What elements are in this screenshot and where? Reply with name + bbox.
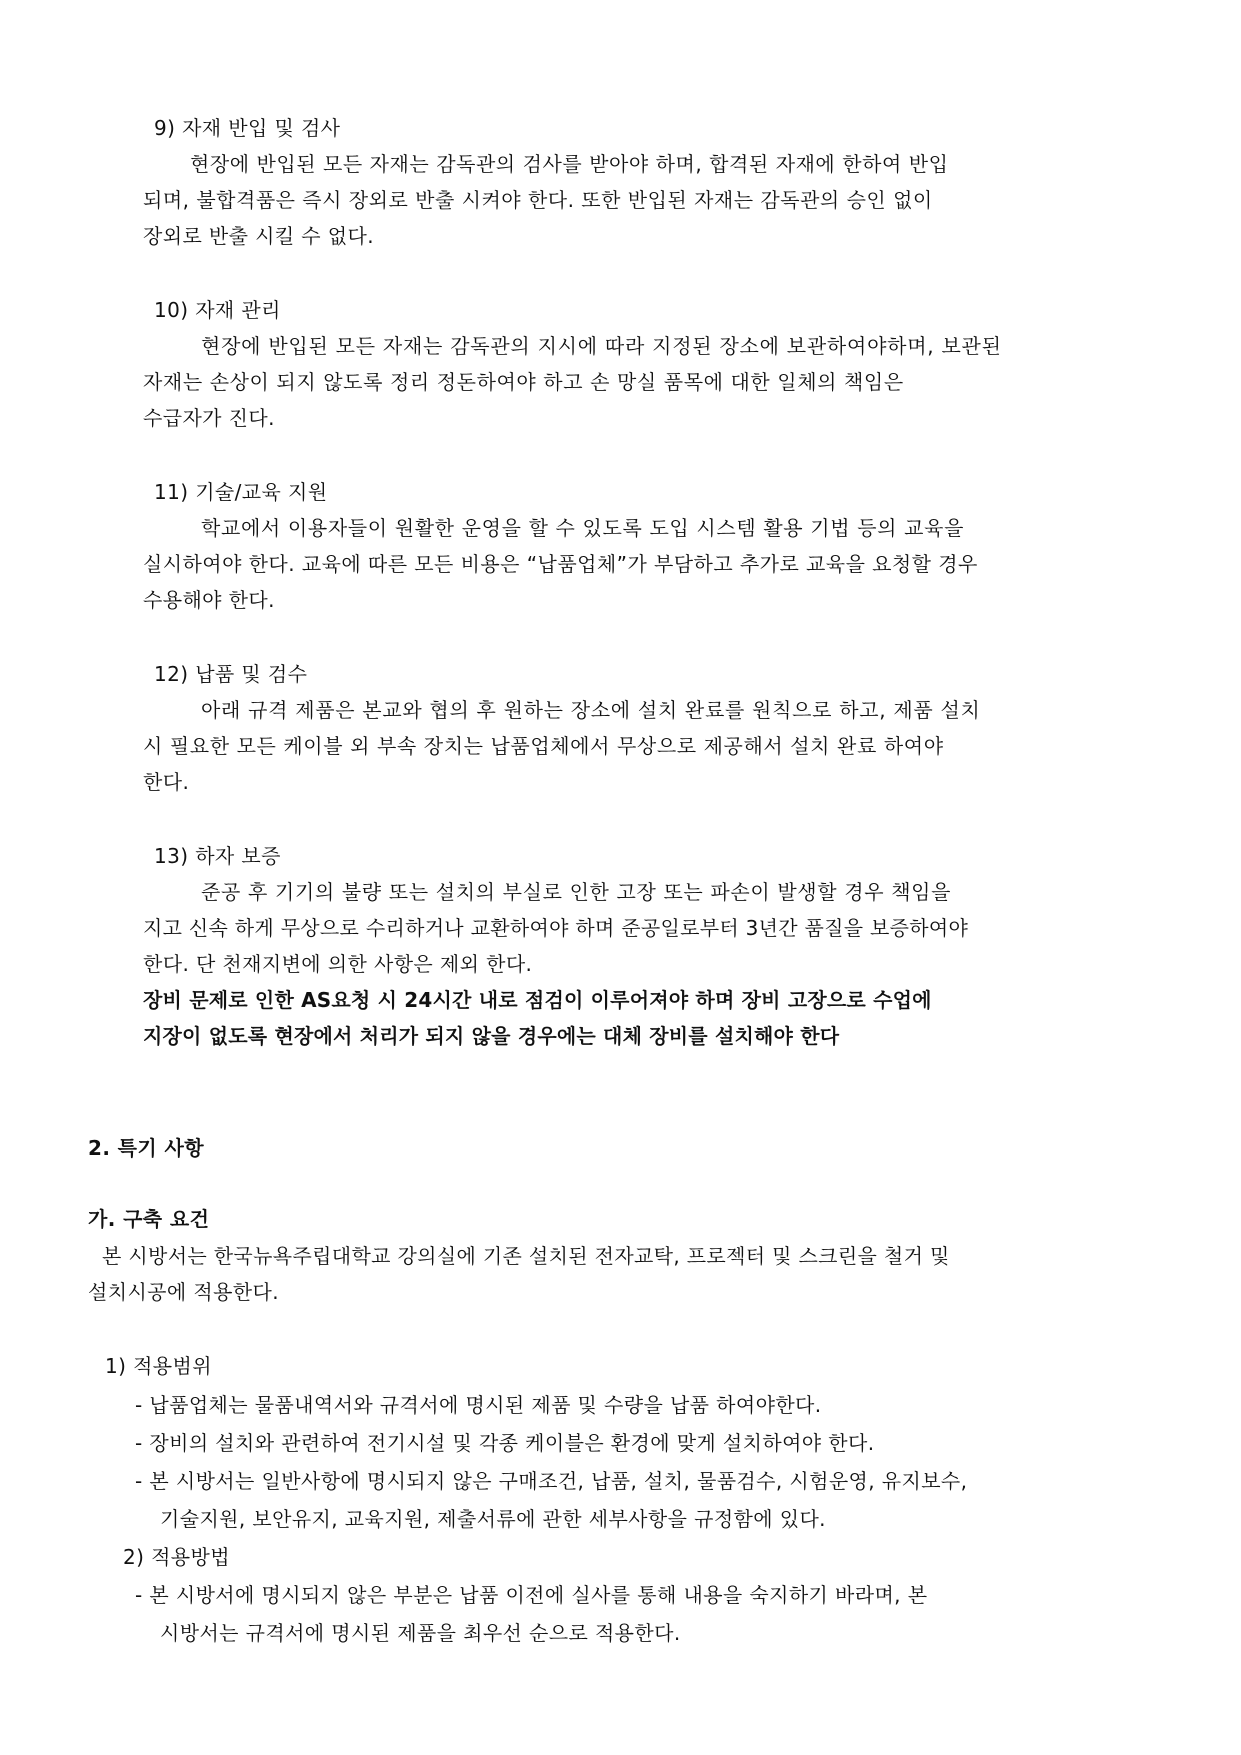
section-9-line-1: 현장에 반입된 모든 자재는 감독관의 검사를 받아야 하며, 합격된 자재에 한하여 반입 [190,152,949,176]
section-10-line-1: 현장에 반입된 모든 자재는 감독관의 지시에 따라 지정된 장소에 보관하여야하며, 보관된 [201,334,1002,358]
scope-item-3-continued: 기술지원, 보안유지, 교육지원, 제출서류에 관한 세부사항을 규정함에 있다. [160,1507,826,1531]
section-11-line-3: 수용해야 한다. [143,588,275,612]
method-item-1-continued: 시방서는 규격서에 명시된 제품을 최우선 순으로 적용한다. [160,1621,681,1645]
section-12-line-2: 시 필요한 모든 케이블 외 부속 장치는 납품업체에서 무상으로 제공해서 설치 완료 하여야 [143,734,944,758]
method-item-1: - 본 시방서에 명시되지 않은 부분은 납품 이전에 실사를 통해 내용을 숙지하기 바라며, 본 [135,1583,928,1607]
section-12-line-3: 한다. [143,770,190,794]
section-9-line-2: 되며, 불합격품은 즉시 장외로 반출 시켜야 한다. 또한 반입된 자재는 감독관의 승인 없이 [143,188,933,212]
section-10-line-2: 자재는 손상이 되지 않도록 정리 정돈하여야 하고 손 망실 품목에 대한 일체의 책임은 [143,370,904,394]
section-13-bold-line-1: 장비 문제로 인한 AS요청 시 24시간 내로 점검이 이루어져야 하며 장비 고장으로 수업에 [143,988,932,1012]
section-13-heading: 13) 하자 보증 [154,844,281,868]
section-13-line-2: 지고 신속 하게 무상으로 수리하거나 교환하여야 하며 준공일로부터 3년간 품질을 보증하여야 [143,916,969,940]
scope-item-2: - 장비의 설치와 관련하여 전기시설 및 각종 케이블은 환경에 맞게 설치하여야 한다. [135,1431,875,1455]
section-13-line-1: 준공 후 기기의 불량 또는 설치의 부실로 인한 고장 또는 파손이 발생할 경우 책임을 [201,880,952,904]
scope-item-3: - 본 시방서는 일반사항에 명시되지 않은 구매조건, 납품, 설치, 물품검수, 시험운영, 유지보수, [135,1469,968,1493]
method-heading: 2) 적용방법 [123,1545,230,1569]
section-9-heading: 9) 자재 반입 및 검사 [154,116,341,140]
section-13-bold-line-2: 지장이 없도록 현장에서 처리가 되지 않을 경우에는 대체 장비를 설치해야 한다 [143,1024,840,1048]
scope-heading: 1) 적용범위 [105,1354,212,1378]
section-10-line-3: 수급자가 진다. [143,406,275,430]
section-11-line-1: 학교에서 이용자들이 원활한 운영을 할 수 있도록 도입 시스템 활용 기법 등의 교육을 [201,516,965,540]
intro-line-1: 본 시방서는 한국뉴욕주립대학교 강의실에 기존 설치된 전자교탁, 프로젝터 및 스크린을 철거 및 [102,1244,950,1268]
special-section-title: 2. 특기 사항 [88,1136,204,1160]
intro-line-2: 설치시공에 적용한다. [88,1280,279,1304]
section-12-heading: 12) 납품 및 검수 [154,662,308,686]
section-11-line-2: 실시하여야 한다. 교육에 따른 모든 비용은 “납품업체”가 부담하고 추가로 교육을 요청할 경우 [143,552,978,576]
section-11-heading: 11) 기술/교육 지원 [154,480,328,504]
section-10-heading: 10) 자재 관리 [154,298,281,322]
section-13-line-3: 한다. 단 천재지변에 의한 사항은 제외 한다. [143,952,533,976]
section-9-line-3: 장외로 반출 시킬 수 없다. [143,224,374,248]
scope-item-1: - 납품업체는 물품내역서와 규격서에 명시된 제품 및 수량을 납품 하여야한다. [135,1393,822,1417]
build-requirements-title: 가. 구축 요건 [88,1207,210,1231]
section-12-line-1: 아래 규격 제품은 본교와 협의 후 원하는 장소에 설치 완료를 원칙으로 하고, 제품 설치 [201,698,981,722]
